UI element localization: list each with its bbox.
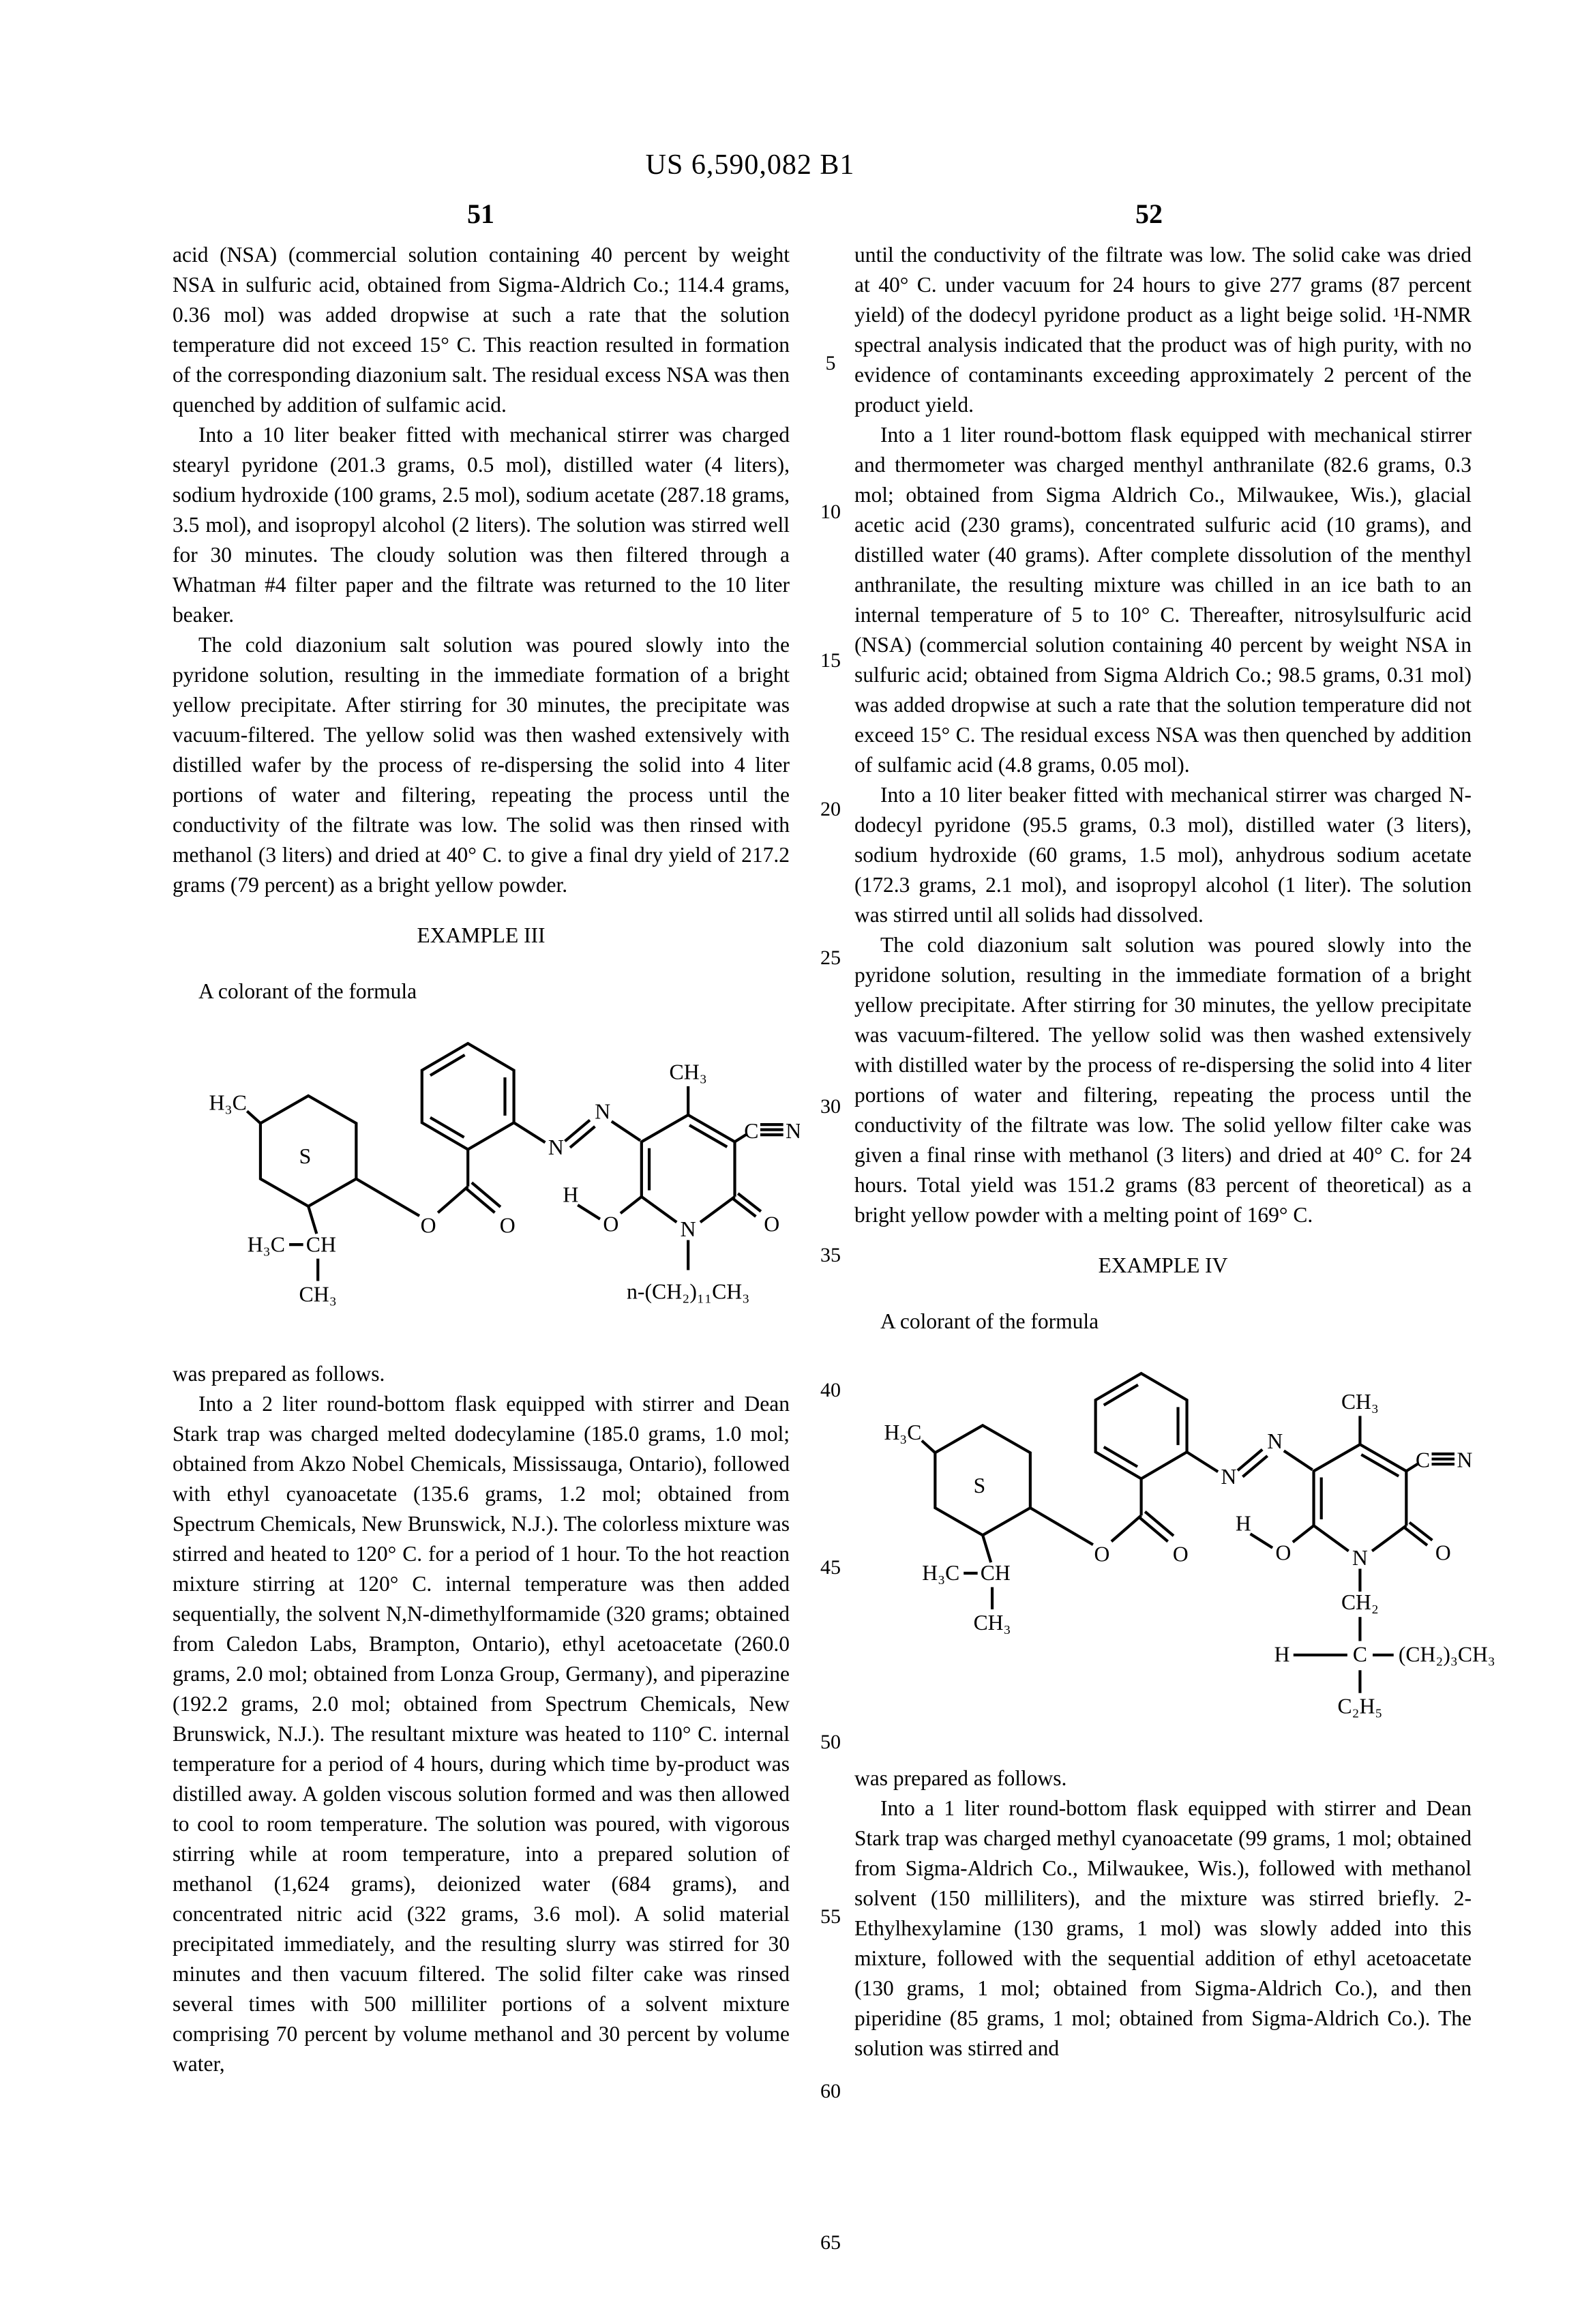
paragraph-right-2: Into a 1 liter round-bottom flask equipped with mechanical stirrer and thermometer was charged menthyl anthranilate (82.6 grams, 0.3 mol; obtained from Sigma Aldrich Co., Milwaukee, Wis.), glacial acetic acid (230 grams), concentrated sulfuric acid (10 grams), and distilled water (40 grams). After complete dissolution of the menthyl anthranilate, the resulting mixture was chilled in an ice bath to an internal temperature of 5 to 10° C. Thereafter, nitrosylsulfuric acid (NSA) (commercial solution containing 40 percent by weight NSA in sulfuric acid; obtained from Sigma Aldrich Co.; 98.5 grams, 0.31 mol) was added dropwise at such a rate that the solution temperature did not exceed 15° C. The residual excess NSA was then quenched by addition of sulfamic acid (4.8 grams, 0.05 mol). — [854, 423, 1472, 777]
paragraph-left-3: The cold diazonium salt solution was poured slowly into the pyridone solution, resulting in the immediate formation of a bright yellow precipitate. After stirring for 30 minutes, the precipitate was vacuum-filtered. The yellow solid was then washed extensively with distilled wafer by the process of re-dispersing the solid into 4 liter portions of water and filtering, repeating the process until the conductivity of the filtrate was low. The solid was then rinsed with methanol (3 liters) and dried at 40° C. to give a final dry yield of 217.2 grams (79 percent) as a bright yellow powder. — [173, 633, 790, 897]
paragraph-left-2: Into a 10 liter beaker fitted with mechanical stirrer was charged stearyl pyridone (201.3 grams, 0.5 mol), distilled water (4 liters), sodium hydroxide (100 grams, 2.5 mol), sodium acetate (287.18 grams, 3.5 mol), and isopropyl alcohol (2 liters). The solution was stirred well for 30 minutes. The cloudy solution was then filtered through a Whatman #4 filter paper and the filtrate was returned to the 10 liter beaker. — [173, 423, 790, 627]
atom-label-isopropyl-ch3: CH₃ — [299, 1282, 337, 1307]
paragraph-right-3: Into a 10 liter beaker fitted with mechanical stirrer was charged N-dodecyl pyridone (95.5 grams, 0.3 mol), distilled water (3 liters), sodium hydroxide (60 grams, 1.5 mol), anhydrous sodium acetate (172.3 grams, 2.1 mol), and isopropyl alcohol (1 liter). The solution was stirred until all solids had dissolved. — [854, 783, 1472, 927]
atom-label-nitrile-c: C — [1415, 1448, 1431, 1472]
right-column — [854, 240, 1495, 2064]
atom-label-nitrile-c: C — [744, 1118, 759, 1143]
atom-label-methyl: H₃C — [209, 1090, 247, 1115]
chemical-structure-example-iv — [875, 1356, 1495, 1744]
column-number-left: 51 — [467, 198, 494, 229]
structure-1-drawing — [200, 1026, 800, 1332]
atom-label-carbonyl-o: O — [499, 1213, 516, 1238]
line-number-55: 55 — [820, 1905, 841, 1928]
atom-label-carbonyl-o: O — [1172, 1542, 1189, 1566]
line-number-30: 30 — [820, 1095, 841, 1118]
line-number-60: 60 — [820, 2080, 841, 2102]
atom-label-nitrile-n: N — [1457, 1448, 1473, 1472]
atom-label-ring-ch3: CH₃ — [669, 1060, 707, 1084]
atom-label-branch-ethyl: C₂H₅ — [1337, 1694, 1383, 1718]
paragraph-right-4: The cold diazonium salt solution was poured slowly into the pyridone solution, resulting in the immediate formation of a bright yellow precipitate. After stirring for 30 minutes, the yellow precipitate was vacuum-filtered. The yellow solid was then washed extensively with distilled water by the process of re-dispersing the solid into 4 liter portions of water and filtering, repeating the process until the conductivity of the filtrate was low. The solid yellow filter cake was given a final rinse with methanol (3 liters) and dried at 40° C. for 24 hours. Total yield was 151.2 grams (83 percent of theoretical) as a bright yellow powder with a melting point of 169° C. — [854, 933, 1472, 1227]
atom-label-isopropyl-ch: CH — [305, 1232, 336, 1257]
line-number-35: 35 — [820, 1244, 841, 1266]
chemical-structure-example-iii — [200, 1026, 800, 1340]
line-number-40: 40 — [820, 1379, 841, 1401]
atom-label-ring-ch3: CH₃ — [1341, 1390, 1379, 1414]
line-number-25: 25 — [820, 947, 841, 969]
line-number-10: 10 — [820, 501, 841, 523]
after-formula-right: was prepared as follows. — [854, 1766, 1067, 1790]
atom-label-ring-n: N — [680, 1217, 696, 1241]
column-number-right: 52 — [1135, 198, 1163, 229]
after-formula-left: was prepared as follows. — [173, 1362, 385, 1386]
atom-label-branch-c: C — [1352, 1642, 1367, 1667]
atom-label-branch-tail: (CH₂)₃CH₃ — [1398, 1642, 1495, 1667]
atom-label-ketone-o: O — [1435, 1540, 1451, 1565]
atom-label-branch-h: H — [1274, 1642, 1290, 1667]
line-number-50: 50 — [820, 1731, 841, 1753]
structure-2-drawing — [875, 1356, 1509, 1736]
atom-label-ester-o: O — [420, 1213, 436, 1238]
atom-label-isopropyl-ch3: CH₃ — [973, 1610, 1011, 1635]
line-number-65: 65 — [820, 2231, 841, 2254]
atom-label-hydroxyl-h: H — [1235, 1511, 1251, 1536]
atom-label-chain-ch2: CH₂ — [1341, 1590, 1379, 1614]
atom-label-methyl: H₃C — [884, 1420, 922, 1444]
atom-label-nitrile-n: N — [786, 1118, 800, 1143]
example-iii-heading: EXAMPLE III — [417, 923, 546, 947]
patent-number: US 6,590,082 B1 — [645, 149, 855, 181]
atom-label-ketone-o: O — [764, 1212, 780, 1236]
atom-label-azo-n2: N — [1267, 1429, 1283, 1453]
line-number-20: 20 — [820, 798, 841, 820]
example-iv-heading: EXAMPLE IV — [1098, 1253, 1228, 1277]
atom-label-ring-n: N — [1352, 1545, 1368, 1570]
atom-label-isopropyl-h3c: H₃C — [247, 1232, 286, 1257]
line-number-15: 15 — [820, 649, 841, 672]
atom-label-azo-n1: N — [548, 1135, 564, 1160]
paragraph-right-1: until the conductivity of the filtrate was low. The solid cake was dried at 40° C. under vacuum for 24 hours to give 277 grams (87 percent yield) of the dodecyl pyridone product as a light beige solid. ¹H-NMR spectral analysis indicated that the product was of high purity, with no evidence of contaminants exceeding approximately 2 percent of the product yield. — [854, 243, 1472, 417]
atom-label-stereo: S — [299, 1144, 312, 1169]
colorant-intro-left: A colorant of the formula — [198, 979, 417, 1003]
paragraph-left-4: Into a 2 liter round-bottom flask equipped with stirrer and Dean Stark trap was charged melted dodecylamine (185.0 grams, 1.0 mol; obtained from Akzo Nobel Chemicals, Mississauga, Ontario), followed with ethyl cyanoacetate (135.6 grams, 1.2 mol; obtained from Spectrum Chemicals, New Brunswick, N.J.). The colorless mixture was stirred and heated to 120° C. for a period of 1 hour. To the hot reaction mixture stirring at 120° C. internal temperature was then added sequentially, the solvent N,N-dimethylformamide (320 grams; obtained from Caledon Labs, Brampton, Ontario), ethyl acetoacetate (260.0 grams, 2.0 mol; obtained from Lonza Group, Germany), and piperazine (192.2 grams, 2.0 mol; obtained from Spectrum Chemicals, New Brunswick, N.J.). The resultant mixture was heated to 110° C. internal temperature for a period of 4 hours, during which time by-product was distilled away. A golden viscous solution formed and was then allowed to cool to room temperature. The solution was poured, with vigorous stirring while at room temperature, into a prepared solution of methanol (1,624 grams), deionized water (684 grams), and concentrated nitric acid (322 grams, 3.6 mol). A solid material precipitated immediately, and the resulting slurry was stirred for 30 minutes and then vacuum filtered. The solid filter cake was rinsed several times with 500 milliliter portions of a solvent mixture comprising 70 percent by volume methanol and 30 percent by volume water, — [173, 1392, 790, 2076]
atom-label-hydroxyl-o: O — [1275, 1540, 1292, 1565]
line-number-45: 45 — [820, 1556, 841, 1579]
atom-label-azo-n1: N — [1221, 1464, 1237, 1489]
atom-label-ester-o: O — [1094, 1542, 1110, 1566]
atom-label-n-chain: n-(CH₂)₁₁CH₃ — [626, 1279, 750, 1304]
left-column — [173, 240, 800, 2079]
atom-label-azo-n2: N — [595, 1099, 611, 1124]
atom-label-isopropyl-ch: CH — [980, 1561, 1011, 1585]
atom-label-hydroxyl-o: O — [603, 1212, 619, 1236]
paragraph-left-1: acid (NSA) (commercial solution containing 40 percent by weight NSA in sulfuric acid, obtained from Sigma-Aldrich Co.; 114.4 grams, 0.36 mol) was added dropwise at such a rate that the solution temperature did not exceed 15° C. This reaction resulted in formation of the corresponding diazonium salt. The residual excess NSA was then quenched by addition of sulfamic acid. — [173, 243, 790, 417]
atom-label-isopropyl-h3c: H₃C — [922, 1561, 960, 1585]
colorant-intro-right: A colorant of the formula — [880, 1309, 1099, 1333]
paragraph-right-5: Into a 1 liter round-bottom flask equipped with stirrer and Dean Stark trap was charged methyl cyanoacetate (99 grams, 1 mol; obtained from Sigma-Aldrich Co., Milwaukee, Wis.), followed with methanol solvent (150 milliliters), and the mixture was stirred briefly. 2-Ethylhexylamine (130 grams, 1 mol) was slowly added into this mixture, followed with the sequential addition of ethyl acetoacetate (130 grams, 1 mol; obtained from Sigma-Aldrich Co.), and then piperidine (85 grams, 1 mol; obtained from Sigma-Aldrich Co.). The solution was stirred and — [854, 1796, 1472, 2060]
atom-label-stereo: S — [973, 1473, 986, 1498]
atom-label-hydroxyl-h: H — [563, 1182, 579, 1207]
line-number-5: 5 — [825, 352, 836, 374]
